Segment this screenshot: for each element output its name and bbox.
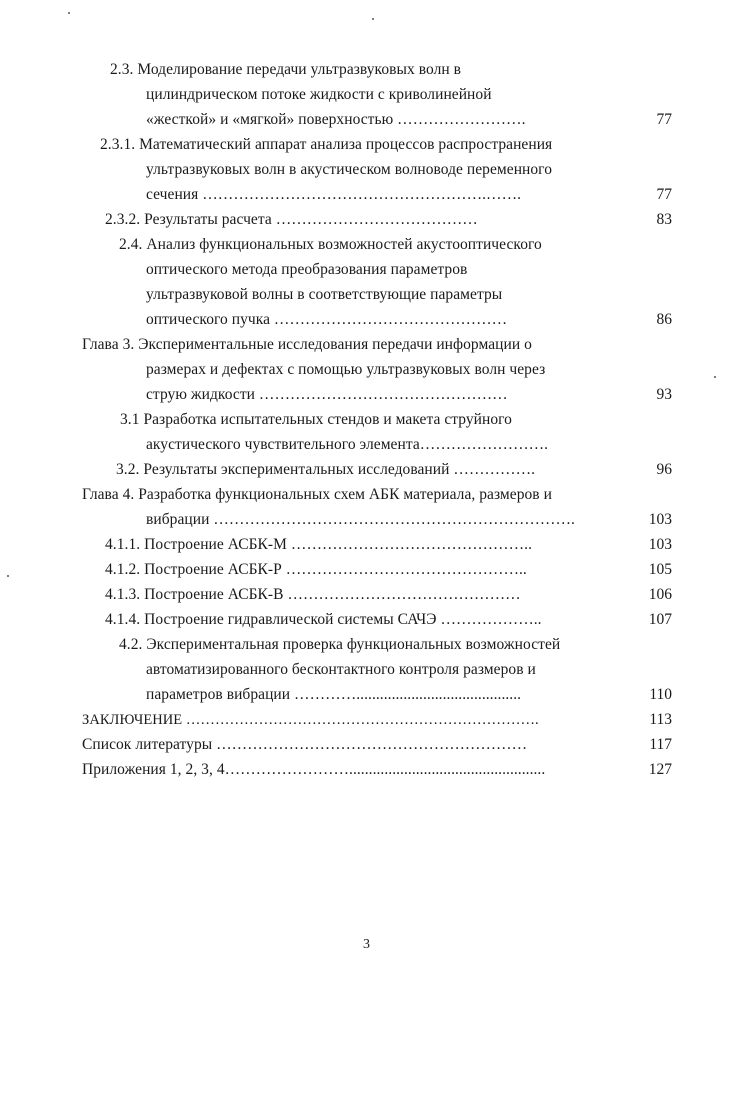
- toc-entry-2-4-page: 86: [656, 311, 672, 328]
- scan-speck: [372, 18, 374, 20]
- toc-entry-4-2-line-2: автоматизированного бесконтактного контроля размеров и: [146, 661, 536, 678]
- toc-entry-3-1-line-1: 3.1 Разработка испытательных стендов и макета струйного: [120, 411, 512, 428]
- toc-entry-4-2-page: 110: [649, 686, 672, 703]
- toc-entry-chapter-3-line-2: размерах и дефектах с помощью ультразвуковых волн через: [146, 361, 546, 378]
- toc-entry-4-1-4-line-1: 4.1.4. Построение гидравлической системы САЧЭ ………………..: [105, 611, 542, 628]
- toc-entry-references-page: 117: [649, 736, 672, 753]
- toc-entry-2-3-1-line-2: ультразвуковых волн в акустическом волноводе переменного: [146, 161, 553, 178]
- toc-entry-4-1-3-page: 106: [648, 586, 672, 603]
- toc-entry-2-3-line-2: цилиндрическом потоке жидкости с криволинейной: [146, 86, 492, 103]
- toc-entry-conclusion-line-1: ЗАКЛЮЧЕНИЕ ……………………………………………………………….: [82, 712, 539, 728]
- toc-entry-4-1-1-page: 103: [648, 536, 672, 553]
- toc-entry-4-1-2-line-1: 4.1.2. Построение АСБК-Р ………………………………………..: [105, 561, 527, 578]
- toc-entry-2-3-1-page: 77: [656, 186, 672, 203]
- scan-speck: [714, 376, 716, 378]
- scan-speck: [68, 12, 70, 14]
- toc-entry-4-1-3-line-1: 4.1.3. Построение АСБК-В ………………………………………: [105, 586, 521, 603]
- toc-entry-chapter-4-page: 103: [648, 511, 672, 528]
- toc-entry-2-3-1-line-3: сечения ……………………………………………….…….: [146, 186, 522, 203]
- toc-entry-4-2-line-1: 4.2. Экспериментальная проверка функциональных возможностей: [119, 636, 561, 653]
- toc-entry-2-4-line-3: ультразвуковой волны в соответствующие параметры: [146, 286, 503, 303]
- toc-entry-2-3-line-1: 2.3. Моделирование передачи ультразвуковых волн в: [110, 61, 461, 78]
- toc-entry-2-3-line-3: «жесткой» и «мягкой» поверхностью …………………….: [146, 111, 526, 128]
- toc-entry-appendices-page: 127: [648, 761, 672, 778]
- toc-entry-3-2-page: 96: [656, 461, 672, 478]
- toc-entry-2-3-2-page: 83: [656, 211, 672, 228]
- scan-speck: [7, 575, 9, 577]
- toc-entry-2-3-page: 77: [656, 111, 672, 128]
- toc-entry-chapter-3-line-3: струю жидкости …………………………………………: [146, 386, 508, 403]
- toc-entry-chapter-4-line-2: вибрации …………………………………………………………….: [146, 511, 575, 528]
- toc-entry-conclusion-page: 113: [649, 711, 672, 728]
- toc-entry-3-1-line-2: акустического чувствительного элемента…………………….: [146, 436, 549, 453]
- toc-entry-appendices-line-1: Приложения 1, 2, 3, 4……………………..................................................: [82, 761, 546, 778]
- toc-entry-3-2-line-1: 3.2. Результаты экспериментальных исследований …………….: [116, 461, 536, 478]
- toc-entry-2-3-2-line-1: 2.3.2. Результаты расчета …………………………………: [105, 211, 478, 228]
- toc-entry-chapter-4-line-1: Глава 4. Разработка функциональных схем АБК материала, размеров и: [82, 486, 552, 503]
- page-number: 3: [363, 937, 370, 952]
- toc-entry-4-1-2-page: 105: [648, 561, 672, 578]
- toc-entry-chapter-3-page: 93: [656, 386, 672, 403]
- toc-entry-chapter-3-line-1: Глава 3. Экспериментальные исследования передачи информации о: [82, 336, 532, 353]
- toc-entry-references-line-1: Список литературы ……………………………………………………: [82, 736, 528, 753]
- toc-entry-4-2-line-3: параметров вибрации …………..........................................: [146, 686, 522, 703]
- toc-entry-4-1-1-line-1: 4.1.1. Построение АСБК-М ………………………………………..: [105, 536, 533, 553]
- toc-entry-2-4-line-4: оптического пучка ………………………………………: [146, 311, 508, 328]
- toc-entry-4-1-4-page: 107: [648, 611, 672, 628]
- toc-entry-2-4-line-1: 2.4. Анализ функциональных возможностей акустооптического: [119, 236, 542, 253]
- toc-entry-2-3-1-line-1: 2.3.1. Математический аппарат анализа процессов распространения: [100, 136, 553, 153]
- toc-entry-2-4-line-2: оптического метода преобразования параметров: [146, 261, 468, 278]
